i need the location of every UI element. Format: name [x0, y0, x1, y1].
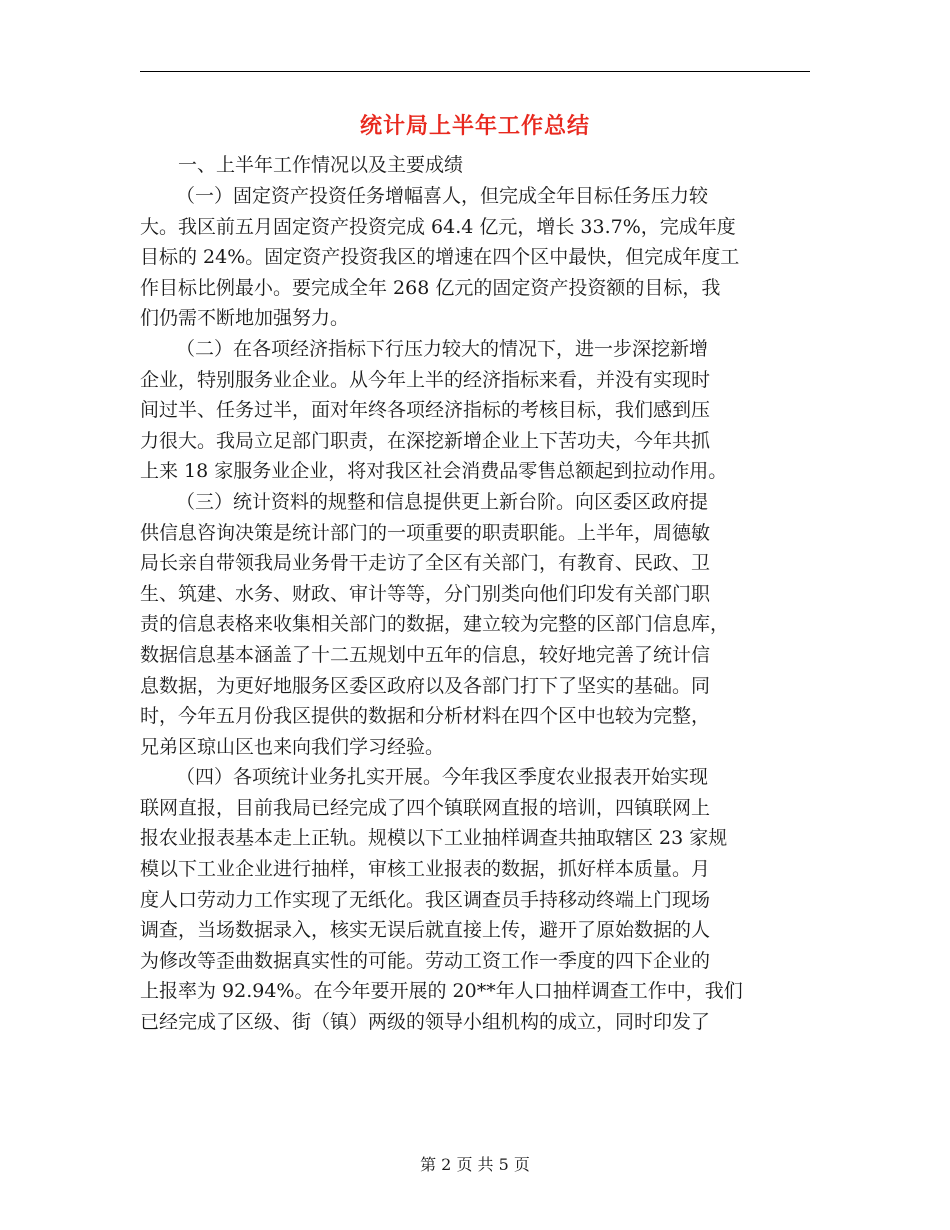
- paragraph-line: 作目标比例最小。要完成全年 268 亿元的固定资产投资额的目标，我: [140, 276, 721, 299]
- paragraph-line: 时，今年五月份我区提供的数据和分析材料在四个区中也较为完整，: [140, 705, 711, 728]
- paragraph-3: [140, 487, 812, 762]
- paragraph-line: 模以下工业企业进行抽样，审核工业报表的数据，抓好样本质量。月: [140, 858, 711, 881]
- paragraph-2: [140, 334, 812, 487]
- paragraph-line: 大。我区前五月固定资产投资完成 64.4 亿元，增长 33.7%，完成年度: [140, 215, 736, 238]
- paragraph-line: 度人口劳动力工作实现了无纸化。我区调查员手持移动终端上门现场: [140, 888, 711, 911]
- paragraph-line: 们仍需不断地加强努力。: [140, 307, 350, 330]
- paragraph-line: 供信息咨询决策是统计部门的一项重要的职责职能。上半年，周德敏: [140, 521, 711, 544]
- paragraph-line: （二）在各项经济指标下行压力较大的情况下，进一步深挖新增: [176, 337, 709, 360]
- paragraph-line: 兄弟区琼山区也来向我们学习经验。: [140, 735, 445, 758]
- paragraph-line: 上来 18 家服务业企业，将对我区社会消费品零售总额起到拉动作用。: [140, 460, 728, 483]
- page-number: 第 2 页 共 5 页: [420, 1155, 530, 1174]
- section-heading: 一、上半年工作情况以及主要成绩: [178, 154, 464, 176]
- paragraph-1: [140, 181, 812, 334]
- paragraph-line: 调查，当场数据录入，核实无误后就直接上传，避开了原始数据的人: [140, 919, 711, 942]
- paragraph-line: 企业，特别服务业企业。从今年上半的经济指标来看，并没有实现时: [140, 368, 711, 391]
- paragraph-line: （三）统计资料的规整和信息提供更上新台阶。向区委区政府提: [176, 490, 709, 513]
- paragraph-line: 为修改等歪曲数据真实性的可能。劳动工资工作一季度的四下企业的: [140, 949, 711, 972]
- header-rule: [140, 71, 810, 72]
- paragraph-line: 息数据，为更好地服务区委区政府以及各部门打下了坚实的基础。同: [140, 674, 711, 697]
- paragraph-line: （一）固定资产投资任务增幅喜人，但完成全年目标任务压力较: [176, 185, 709, 207]
- paragraph-line: 已经完成了区级、街（镇）两级的领导小组机构的成立，同时印发了: [140, 1011, 711, 1034]
- paragraph-4: [140, 762, 812, 1037]
- document-title: 统计局上半年工作总结: [359, 113, 590, 139]
- paragraph-line: 联网直报，目前我局已经完成了四个镇联网直报的培训，四镇联网上: [140, 796, 711, 819]
- paragraph-line: 上报率为 92.94%。在今年要开展的 20**年人口抽样调查工作中，我们: [140, 980, 743, 1003]
- paragraph-line: 局长亲自带领我局业务骨干走访了全区有关部门，有教育、民政、卫: [140, 552, 711, 575]
- document-body: [140, 150, 812, 1038]
- paragraph-line: 责的信息表格来收集相关部门的数据，建立较为完整的区部门信息库，: [140, 613, 730, 636]
- paragraph-line: 数据信息基本涵盖了十二五规划中五年的信息，较好地完善了统计信: [140, 643, 711, 666]
- paragraph-line: 力很大。我局立足部门职责，在深挖新增企业上下苦功夫，今年共抓: [140, 429, 711, 452]
- paragraph-line: 生、筑建、水务、财政、审计等等，分门别类向他们印发有关部门职: [140, 582, 711, 605]
- paragraph-line: 间过半、任务过半，面对年终各项经济指标的考核目标，我们感到压: [140, 399, 711, 422]
- paragraph-line: 报农业报表基本走上正轨。规模以下工业抽样调查共抽取辖区 23 家规: [140, 827, 728, 850]
- paragraph-line: （四）各项统计业务扎实开展。今年我区季度农业报表开始实现: [176, 766, 709, 789]
- paragraph-line: 目标的 24%。固定资产投资我区的增速在四个区中最快，但完成年度工: [140, 246, 740, 269]
